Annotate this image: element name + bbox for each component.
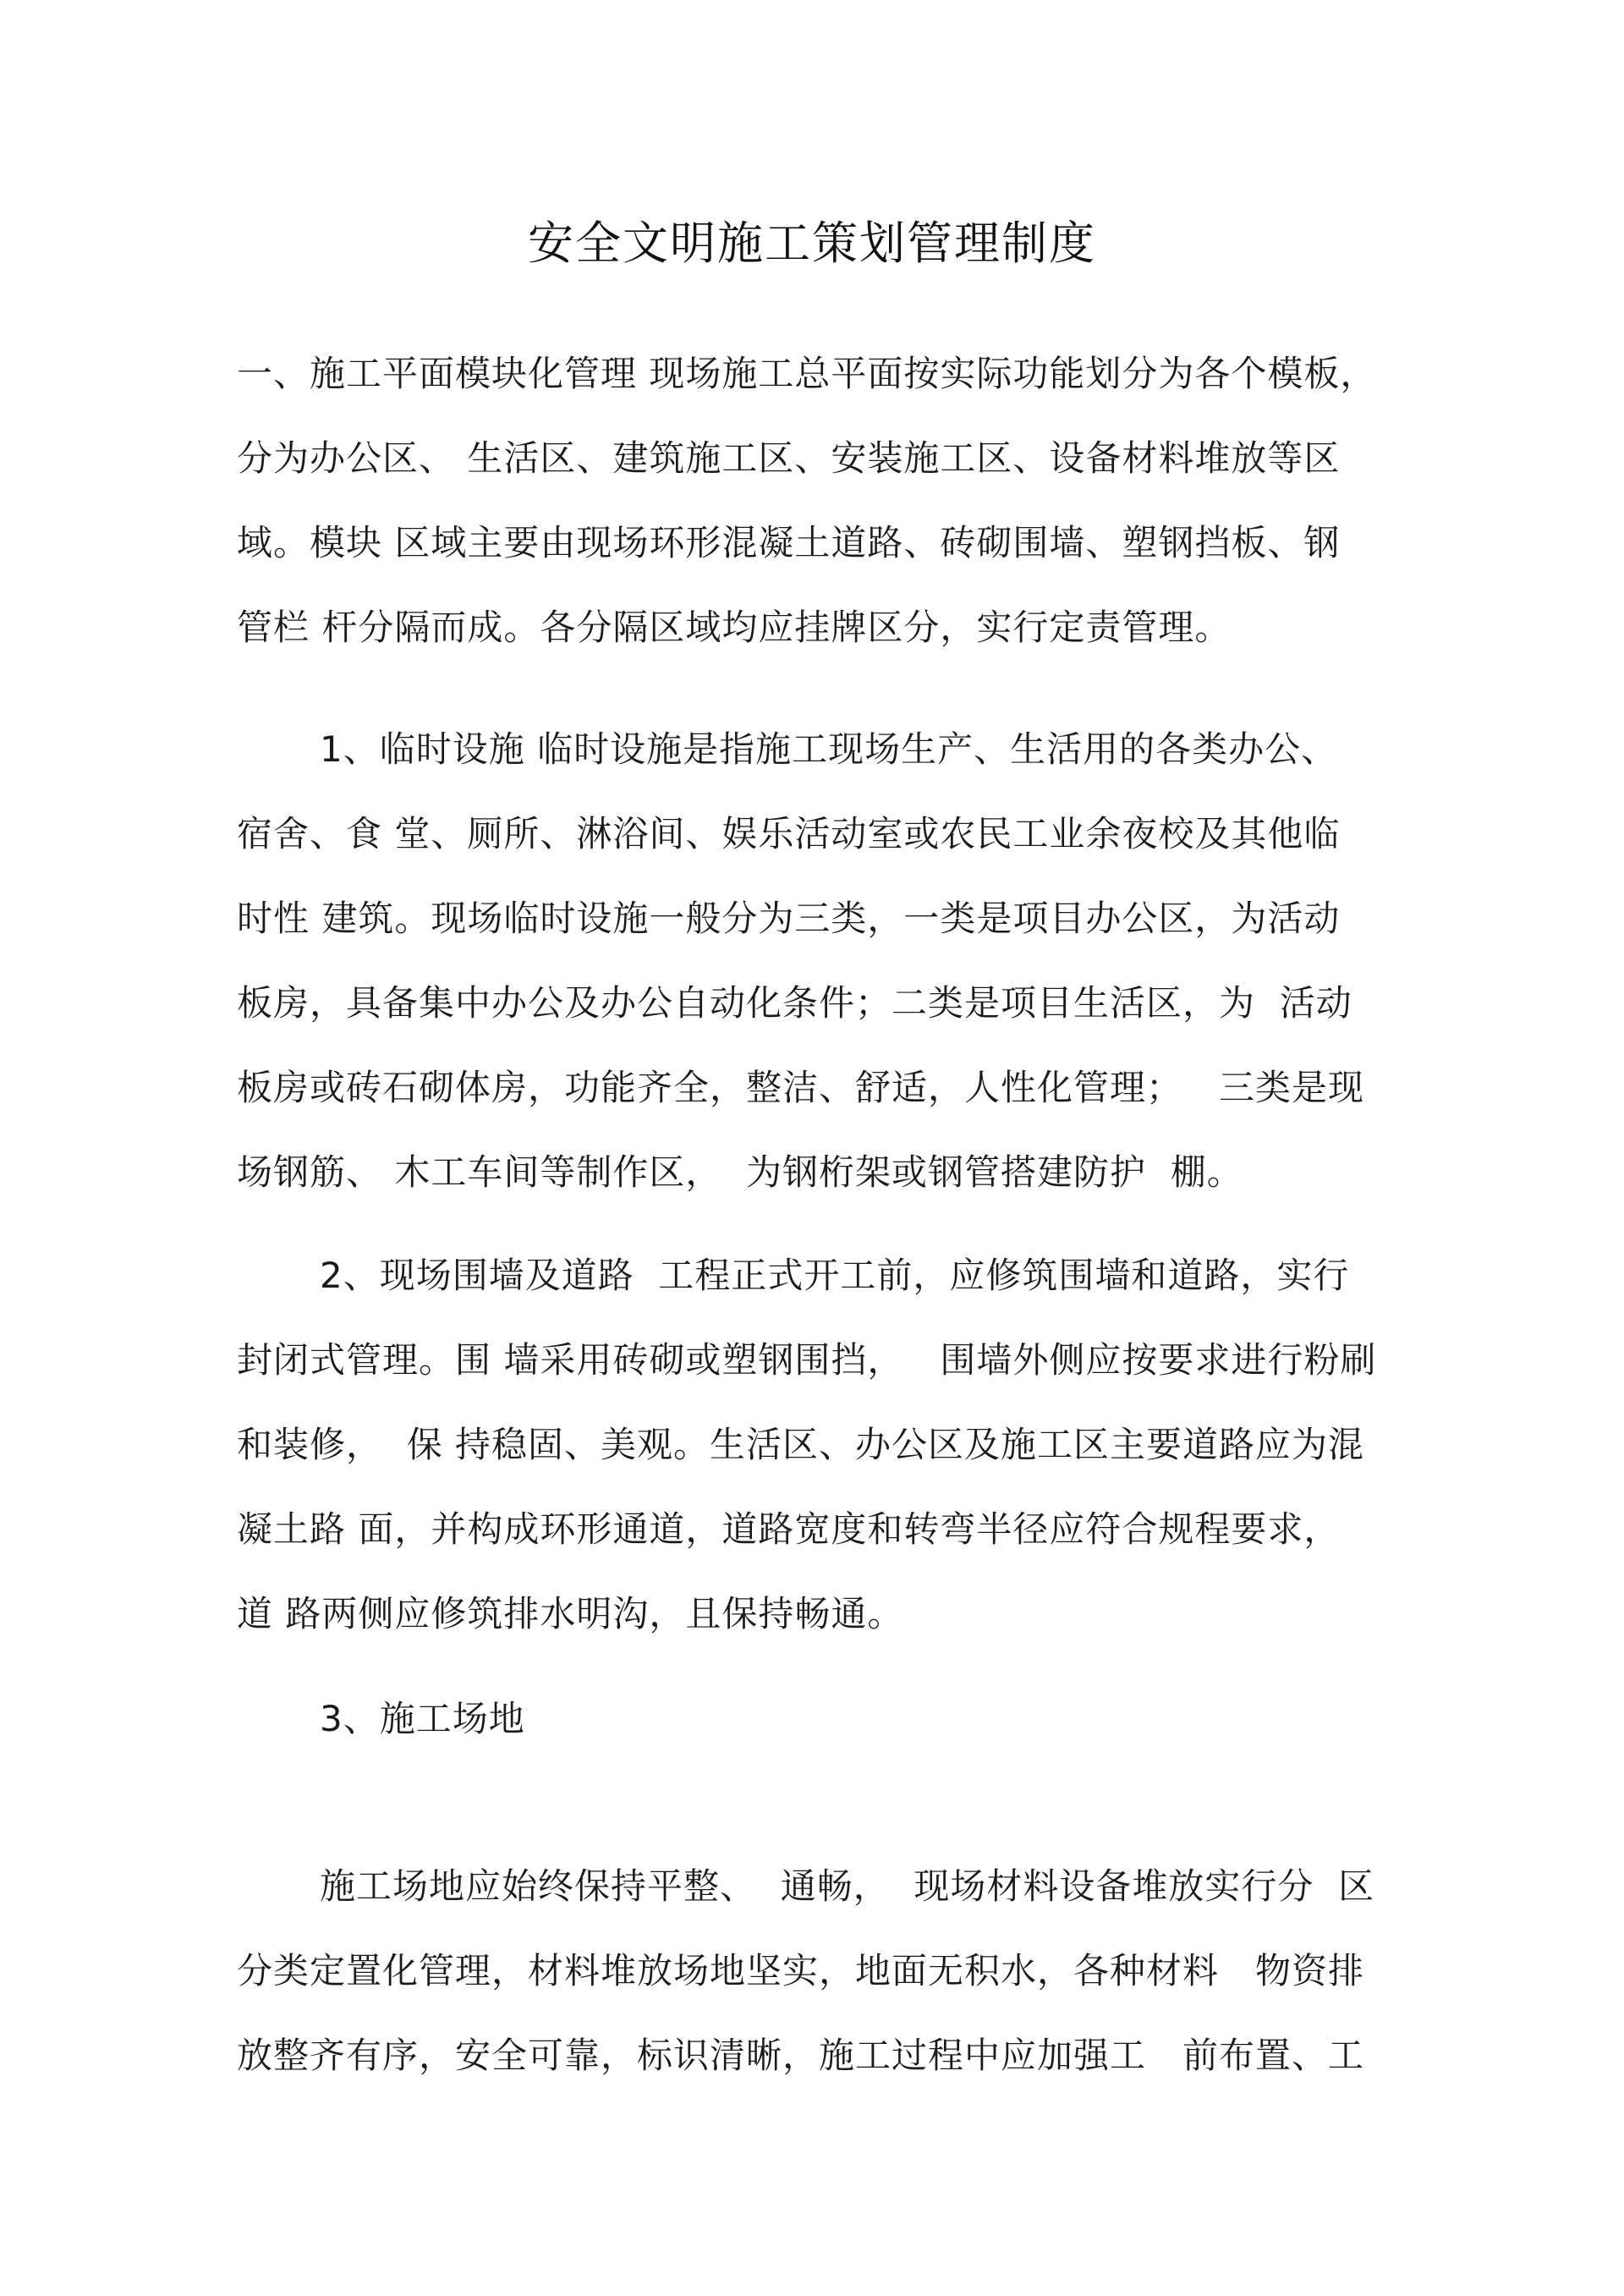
- text-line: 施工场地应始终保持平整、 通畅， 现场材料设备堆放实行分 区: [320, 1865, 1375, 1907]
- text-line: 2、现场围墙及道路 工程正式开工前，应修筑围墙和道路，实行: [320, 1255, 1350, 1296]
- text-line: 分类定置化管理，材料堆放场地坚实，地面无积水，各种材料 物资排: [237, 1950, 1365, 1991]
- text-line: 时性 建筑。现场临时设施一般分为三类，一类是项目办公区，为活动: [237, 898, 1341, 939]
- text-line: 板房，具备集中办公及办公自动化条件；二类是项目生活区，为 活动: [237, 982, 1352, 1024]
- text-line: 3、施工场地: [320, 1698, 525, 1739]
- text-line: 一、施工平面模块化管理 现场施工总平面按实际功能划分为各个模板，: [237, 353, 1377, 394]
- text-line: 道 路两侧应修筑排水明沟，且保持畅通。: [237, 1593, 904, 1634]
- text-line: 板房或砖石砌体房，功能齐全，整洁、舒适，人性化管理； 三类是现: [237, 1067, 1365, 1108]
- text-line: 和装修， 保 持稳固、美观。生活区、办公区及施工区主要道路应为混: [237, 1424, 1365, 1465]
- text-line: 宿舍、食 堂、厕所、淋浴间、娱乐活动室或农民工业余夜校及其他临: [237, 813, 1341, 854]
- text-line: 场钢筋、 木工车间等制作区， 为钢桁架或钢管搭建防护 棚。: [237, 1151, 1243, 1193]
- text-line: 放整齐有序，安全可靠，标识清晰，施工过程中应加强工 前布置、工: [237, 2035, 1365, 2076]
- text-line: 管栏 杆分隔而成。各分隔区域均应挂牌区分，实行定责管理。: [237, 607, 1232, 648]
- text-line: 封闭式管理。围 墙采用砖砌或塑钢围挡， 围墙外侧应按要求进行粉刷: [237, 1339, 1377, 1381]
- text-line: 1、临时设施 临时设施是指施工现场生产、生活用的各类办公、: [320, 728, 1338, 770]
- text-line: 域。模块 区域主要由现场环形混凝土道路、砖砌围墙、塑钢挡板、钢: [237, 522, 1341, 563]
- text-line: 凝土路 面，并构成环形通道，道路宽度和转弯半径应符合规程要求，: [237, 1508, 1341, 1550]
- document-title: 安全文明施工策划管理制度: [528, 217, 1096, 270]
- text-line: 分为办公区、 生活区、建筑施工区、安装施工区、设备材料堆放等区: [237, 437, 1341, 479]
